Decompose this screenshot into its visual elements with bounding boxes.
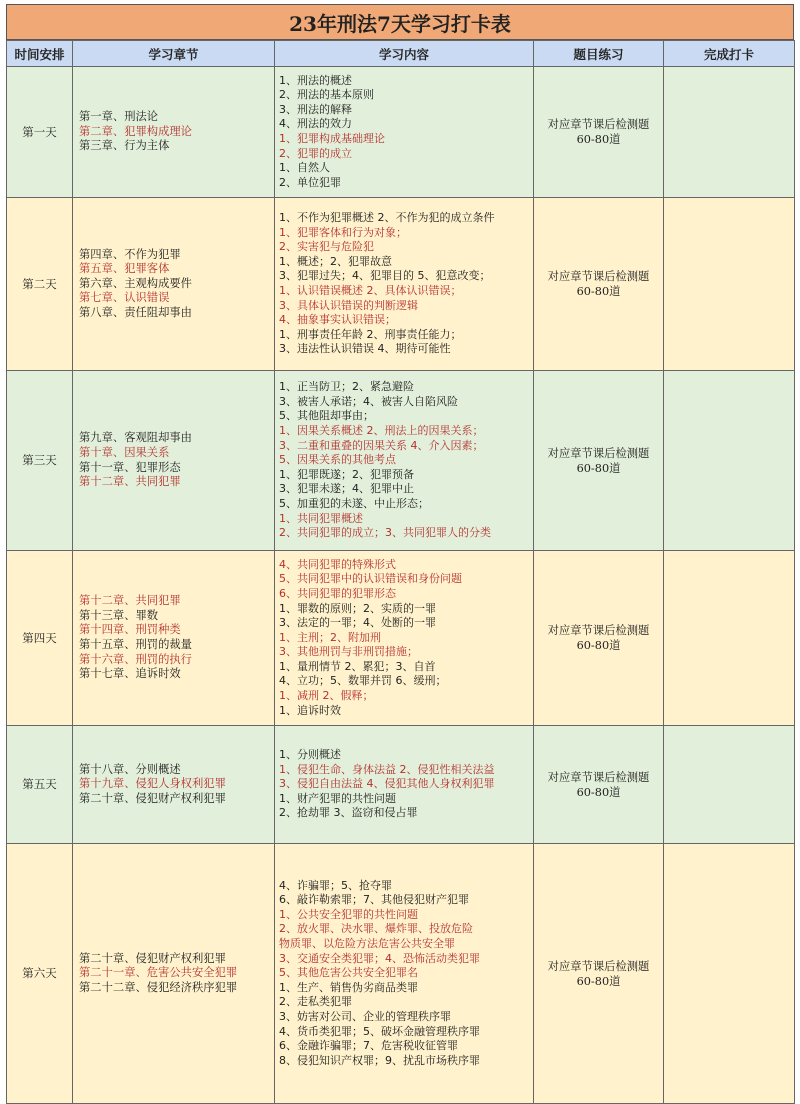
chapter-line: 第七章、认识错误 xyxy=(79,291,170,305)
content-line: 1、追诉时效 xyxy=(279,703,341,717)
content-line: 3、违法性认识错误 4、期待可能性 xyxy=(279,342,451,356)
table-row xyxy=(7,371,795,551)
content-line: 5、加重犯的未遂、中止形态； xyxy=(279,496,429,510)
exercise-line: 60-80道 xyxy=(576,285,621,298)
content-line: 4、货币类犯罪；5、破坏金融管理秩序罪 xyxy=(279,1024,480,1038)
content-line: 3、犯罪未遂；4、犯罪中止 xyxy=(279,482,414,496)
chapter-line: 第二十二章、侵犯经济秩序犯罪 xyxy=(79,980,238,994)
day-cell: 第二天 xyxy=(7,198,73,371)
chapters-cell xyxy=(73,371,275,551)
content-line: 1、减刑 2、假释； xyxy=(279,689,374,703)
exercise-cell xyxy=(534,551,664,726)
header-content: 学习内容 xyxy=(275,41,534,67)
table-row xyxy=(7,844,795,1104)
content-line: 3、侵犯自由法益 4、侵犯其他人身权利犯罪 xyxy=(279,777,495,791)
chapter-line: 第十七章、追诉时效 xyxy=(79,667,181,681)
content-line: 4、共同犯罪的特殊形式 xyxy=(279,557,396,571)
table-body xyxy=(7,67,795,1104)
content-line: 1、侵犯生命、身体法益 2、侵犯性相关法益 xyxy=(279,762,495,776)
chapter-line: 第十五章、刑罚的裁量 xyxy=(79,638,192,651)
content-line: 3、法定的一罪；4、处断的一罪 xyxy=(279,616,436,630)
chapter-line: 第十一章、犯罪形态 xyxy=(79,460,181,474)
content-line: 1、主刑；2、附加刑 xyxy=(279,630,381,644)
chapters-cell xyxy=(73,551,275,726)
exercise-line: 对应章节课后检测题 xyxy=(547,446,650,460)
exercise-line: 对应章节课后检测题 xyxy=(547,959,650,973)
content-line: 5、共同犯罪中的认识错误和身份问题 xyxy=(279,572,462,586)
day-cell: 第五天 xyxy=(7,726,73,844)
content-line: 1、因果关系概述 2、刑法上的因果关系； xyxy=(279,424,484,438)
content-line: 3、具体认识错误的判断逻辑 xyxy=(279,298,418,312)
table-row xyxy=(7,551,795,726)
exercise-cell xyxy=(534,371,664,551)
chapter-line: 第四章、不作为犯罪 xyxy=(79,247,181,261)
content-line: 2、放火罪、决水罪、爆炸罪、投放危险 xyxy=(279,922,473,936)
content-line: 2、走私类犯罪 xyxy=(279,995,352,1009)
content-line: 6、敲诈勒索罪；7、其他侵犯财产犯罪 xyxy=(279,893,469,907)
content-line: 2、单位犯罪 xyxy=(279,175,341,189)
chapter-line: 第九章、客观阻却事由 xyxy=(79,431,192,445)
chapter-line: 第二十一章、危害公共安全犯罪 xyxy=(79,966,238,980)
exercise-line: 对应章节课后检测题 xyxy=(547,270,650,283)
header-exercise: 题目练习 xyxy=(534,41,664,67)
content-line: 1、公共安全犯罪的共性问题 xyxy=(279,907,418,921)
chapter-line: 第十二章、共同犯罪 xyxy=(79,475,181,489)
header-checkin: 完成打卡 xyxy=(664,41,795,67)
content-line: 4、刑法的效力 xyxy=(279,117,352,131)
content-line: 1、正当防卫；2、紧急避险 xyxy=(279,380,414,394)
content-line: 5、其他阻却事由； xyxy=(279,409,374,423)
study-table xyxy=(6,40,795,1104)
content-line: 1、共同犯罪概述 xyxy=(279,511,363,525)
chapter-line: 第十九章、侵犯人身权利犯罪 xyxy=(79,777,226,791)
chapters-cell xyxy=(73,198,275,371)
content-line: 1、犯罪既遂；2、犯罪预备 xyxy=(279,467,414,481)
content-cell xyxy=(275,726,534,844)
content-line: 6、金融诈骗罪；7、危害税收征管罪 xyxy=(279,1039,458,1053)
day-cell: 第一天 xyxy=(7,67,73,198)
content-line: 5、其他危害公共安全犯罪名 xyxy=(279,966,418,980)
chapters-cell xyxy=(73,67,275,198)
exercise-line: 60-80道 xyxy=(576,639,621,652)
content-line: 2、抢劫罪 3、盗窃和侵占罪 xyxy=(279,806,418,820)
exercise-line: 对应章节课后检测题 xyxy=(547,118,650,131)
content-line: 4、立功；5、数罪并罚 6、缓刑； xyxy=(279,674,447,688)
content-line: 3、犯罪过失；4、犯罪目的 5、犯意改变； xyxy=(279,269,491,283)
content-line: 3、妨害对公司、企业的管理秩序罪 xyxy=(279,1009,451,1023)
content-line: 1、认识错误概述 2、具体认识错误； xyxy=(279,284,462,297)
content-line: 8、侵犯知识产权罪；9、扰乱市场秩序罪 xyxy=(279,1053,480,1067)
checkin-cell[interactable] xyxy=(664,67,795,198)
chapters-cell xyxy=(73,844,275,1104)
exercise-line: 60-80道 xyxy=(576,133,621,146)
content-cell xyxy=(275,551,534,726)
content-line: 6、共同犯罪的犯罪形态 xyxy=(279,586,396,600)
exercise-line: 60-80道 xyxy=(576,461,621,475)
content-line: 1、生产、销售伪劣商品类罪 xyxy=(279,980,418,994)
table-row xyxy=(7,726,795,844)
content-line: 1、刑法的概述 xyxy=(279,73,352,87)
content-line: 1、量刑情节 2、累犯；3、自首 xyxy=(279,659,436,673)
content-line: 2、实害犯与危险犯 xyxy=(279,240,374,254)
chapter-line: 第十三章、罪数 xyxy=(79,608,159,622)
content-line: 2、刑法的基本原则 xyxy=(279,88,374,102)
content-line: 2、犯罪的成立 xyxy=(279,146,352,160)
chapter-line: 第二十章、侵犯财产权利犯罪 xyxy=(79,951,226,965)
chapter-line: 第十二章、共同犯罪 xyxy=(79,594,181,608)
content-cell xyxy=(275,844,534,1104)
header-row xyxy=(7,41,795,67)
exercise-cell xyxy=(534,67,664,198)
content-line: 1、犯罪客体和行为对象； xyxy=(279,225,407,239)
day-cell: 第六天 xyxy=(7,844,73,1104)
checkin-cell[interactable] xyxy=(664,551,795,726)
content-line: 2、共同犯罪的成立；3、共同犯罪人的分类 xyxy=(279,526,491,540)
content-line: 1、不作为犯罪概述 2、不作为犯的成立条件 xyxy=(279,211,495,225)
content-line: 4、诈骗罪；5、抢夺罪 xyxy=(279,878,392,892)
table-row xyxy=(7,67,795,198)
content-cell xyxy=(275,371,534,551)
exercise-line: 对应章节课后检测题 xyxy=(547,770,650,784)
exercise-cell xyxy=(534,726,664,844)
content-line: 1、刑事责任年龄 2、刑事责任能力； xyxy=(279,327,462,341)
exercise-cell xyxy=(534,844,664,1104)
content-line: 3、被害人承诺；4、被害人自陷风险 xyxy=(279,394,458,408)
chapter-line: 第三章、行为主体 xyxy=(79,139,170,153)
chapter-line: 第五章、犯罪客体 xyxy=(79,262,170,276)
table-row xyxy=(7,198,795,371)
sheet-title: 23年刑法7天学习打卡表 xyxy=(6,4,794,40)
exercise-line: 对应章节课后检测题 xyxy=(547,624,650,637)
chapter-line: 第二章、犯罪构成理论 xyxy=(79,124,192,138)
chapter-line: 第十章、因果关系 xyxy=(79,445,170,459)
day-cell: 第三天 xyxy=(7,371,73,551)
chapters-cell xyxy=(73,726,275,844)
content-line: 3、二重和重叠的因果关系 4、介入因素； xyxy=(279,438,484,452)
content-line: 1、财产犯罪的共性问题 xyxy=(279,791,396,805)
content-cell xyxy=(275,198,534,371)
content-line: 3、交通安全类犯罪；4、恐怖活动类犯罪 xyxy=(279,951,480,965)
chapter-line: 第八章、责任阻却事由 xyxy=(79,305,192,319)
chapter-line: 第一章、刑法论 xyxy=(79,110,159,124)
content-line: 1、罪数的原则；2、实质的一罪 xyxy=(279,601,436,615)
content-line: 3、其他刑罚与非刑罚措施； xyxy=(279,645,418,659)
content-line: 4、抽象事实认识错误； xyxy=(279,313,396,327)
chapter-line: 第十八章、分则概述 xyxy=(79,762,181,776)
checkin-cell[interactable] xyxy=(664,844,795,1104)
checkin-cell[interactable] xyxy=(664,726,795,844)
content-line: 1、分则概述 xyxy=(279,748,341,762)
content-line: 1、自然人 xyxy=(279,161,330,175)
checkin-sheet xyxy=(6,4,794,1104)
content-line: 3、刑法的解释 xyxy=(279,102,352,116)
header-chapters: 学习章节 xyxy=(73,41,275,67)
checkin-cell[interactable] xyxy=(664,371,795,551)
chapter-line: 第二十章、侵犯财产权利犯罪 xyxy=(79,791,226,805)
exercise-line: 60-80道 xyxy=(576,785,621,799)
chapter-line: 第六章、主观构成要件 xyxy=(79,276,192,290)
chapter-line: 第十六章、刑罚的执行 xyxy=(79,652,192,666)
content-line: 1、犯罪构成基础理论 xyxy=(279,132,385,145)
exercise-line: 60-80道 xyxy=(576,974,621,988)
header-time: 时间安排 xyxy=(7,41,73,67)
exercise-cell xyxy=(534,198,664,371)
content-line: 1、概述；2、犯罪故意 xyxy=(279,254,392,268)
day-cell: 第四天 xyxy=(7,551,73,726)
content-cell xyxy=(275,67,534,198)
content-line: 5、因果关系的其他考点 xyxy=(279,453,396,467)
checkin-cell[interactable] xyxy=(664,198,795,371)
chapter-line: 第十四章、刑罚种类 xyxy=(79,623,181,637)
content-line: 物质罪、以危险方法危害公共安全罪 xyxy=(279,937,455,951)
